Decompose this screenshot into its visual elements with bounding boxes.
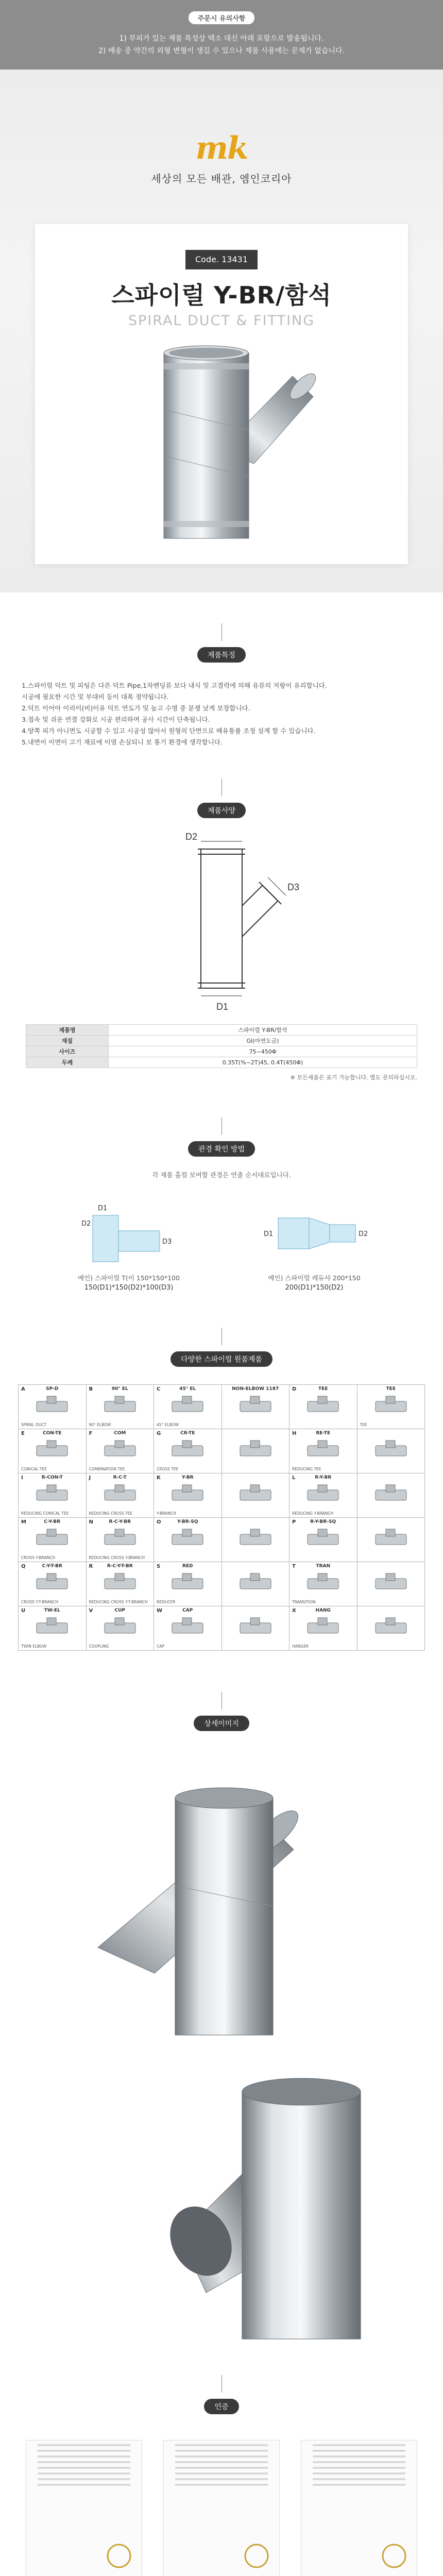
fitting-name: REDUCER xyxy=(157,1600,176,1604)
fitting-icon xyxy=(227,1483,284,1507)
fitting-letter: K xyxy=(157,1475,161,1481)
spec-value: 0.35T(%~2T)45, 0.4T(450Φ) xyxy=(109,1057,417,1068)
fitting-icon xyxy=(363,1616,419,1640)
fitting-letter: P xyxy=(292,1519,296,1525)
fittings-grid xyxy=(18,1384,425,1651)
fitting-cell xyxy=(289,1562,357,1606)
fitting-name: 90° ELBOW xyxy=(89,1422,111,1427)
certificate-lines xyxy=(301,2444,417,2486)
fitting-cell xyxy=(87,1518,155,1562)
fitting-name: TEE xyxy=(360,1422,367,1427)
product-subtitle: SPIRAL DUCT & FITTING xyxy=(128,313,315,329)
product-title: 스파이럴 Y-BR/함석 xyxy=(111,281,332,309)
fitting-code: CUP xyxy=(114,1608,125,1613)
product-card xyxy=(35,224,408,564)
label-d2: D2 xyxy=(185,832,198,842)
spec-value: 75~450Φ xyxy=(109,1046,417,1057)
specs-heading xyxy=(0,769,443,818)
detail-photos xyxy=(0,1731,443,2360)
fitting-code: 45° EL xyxy=(179,1386,196,1392)
fitting-letter: U xyxy=(21,1608,26,1614)
notice-line-2: 2) 배송 중 약간의 외형 변형이 생길 수 있으나 제품 사용에는 문제가 없습니다. xyxy=(98,47,345,55)
svg-text:D1: D1 xyxy=(98,1205,108,1212)
fitting-cell xyxy=(19,1562,87,1606)
fitting-letter: X xyxy=(292,1608,296,1614)
fitting-letter: A xyxy=(21,1386,25,1392)
svg-text:D2: D2 xyxy=(81,1220,91,1228)
fitting-name: SPIRAL DUCT xyxy=(21,1422,47,1427)
feature-line: 1.스파이럴 덕트 및 피팅은 다른 덕트 Pipe,1차밴딩류 보다 내식 및 고결력에 의해 유류의 저항이 유리합니다. xyxy=(22,682,327,689)
fitting-cell xyxy=(222,1606,290,1651)
fitting-cell xyxy=(357,1562,425,1606)
fitting-icon xyxy=(295,1438,351,1463)
fitting-icon xyxy=(295,1571,351,1596)
spec-row xyxy=(26,1057,417,1068)
tee-diagram xyxy=(77,1195,180,1267)
seal-icon xyxy=(241,2540,272,2571)
size-example-dims: 150(D1)*150(D2)*100(D3) xyxy=(84,1284,174,1292)
fitting-icon xyxy=(227,1616,284,1640)
fitting-cell xyxy=(154,1518,222,1562)
fittings-heading xyxy=(0,1292,443,1367)
fitting-icon xyxy=(159,1483,216,1507)
fitting-icon xyxy=(92,1483,148,1507)
fitting-icon xyxy=(24,1571,80,1596)
hero-section xyxy=(0,70,443,592)
fitting-cell xyxy=(154,1385,222,1429)
fitting-name: CROSS Y-BRANCH xyxy=(21,1555,56,1560)
detail-images xyxy=(0,1731,443,2360)
fitting-icon xyxy=(159,1438,216,1463)
fitting-icon xyxy=(159,1394,216,1419)
fitting-icon xyxy=(227,1527,284,1552)
fitting-code: Y-BR-SQ xyxy=(177,1519,198,1524)
spec-key: 사이즈 xyxy=(26,1046,109,1057)
fitting-letter: T xyxy=(292,1564,296,1569)
reducer-diagram xyxy=(258,1195,371,1267)
fitting-letter: V xyxy=(89,1608,93,1614)
fitting-cell xyxy=(19,1518,87,1562)
fitting-code: HANG xyxy=(315,1608,331,1613)
fitting-letter: S xyxy=(157,1564,161,1569)
fitting-letter: Q xyxy=(21,1564,26,1569)
fitting-letter: C xyxy=(157,1386,161,1392)
spec-value: GI(아연도금) xyxy=(109,1036,417,1046)
fitting-letter: L xyxy=(292,1475,296,1481)
y-branch-drawing xyxy=(0,818,443,1024)
fitting-name: REDUCING CONICAL TEE xyxy=(21,1511,69,1516)
brand-slogan: 세상의 모든 배관, 엠인코리아 xyxy=(151,173,292,185)
fitting-icon xyxy=(159,1527,216,1552)
fitting-letter: F xyxy=(89,1431,93,1436)
fitting-icon xyxy=(227,1438,284,1463)
specs-pill: 제품사양 xyxy=(197,803,246,818)
size-example-dims: 200(D1)*150(D2) xyxy=(285,1284,344,1292)
seal-icon xyxy=(104,2540,134,2571)
fitting-cell xyxy=(222,1562,290,1606)
fitting-cell xyxy=(87,1562,155,1606)
spec-row xyxy=(26,1046,417,1057)
fitting-name: CROSS Y-T-BRANCH xyxy=(21,1600,58,1604)
fitting-cell xyxy=(289,1385,357,1429)
feature-line: 3.접속 및 쉬운 연결 강화로 시공 편리하며 공사 시간이 단축됩니다. xyxy=(22,716,210,723)
certificate-card xyxy=(153,2440,291,2576)
fitting-letter: D xyxy=(292,1386,297,1392)
fitting-icon xyxy=(363,1527,419,1552)
fittings-pill: 다양한 스파이럴 원품제품 xyxy=(171,1351,272,1367)
fitting-code: 90° EL xyxy=(111,1386,128,1392)
fitting-cell xyxy=(222,1473,290,1518)
fitting-cell xyxy=(357,1429,425,1473)
fitting-code: CR-TE xyxy=(180,1431,195,1436)
certificate-image xyxy=(163,2440,280,2576)
fitting-code: TRAN xyxy=(316,1564,331,1569)
fitting-cell xyxy=(357,1518,425,1562)
certificate-image xyxy=(26,2440,142,2576)
fitting-letter: E xyxy=(21,1431,25,1436)
fitting-letter: O xyxy=(157,1519,161,1525)
size-example-reducer xyxy=(245,1195,384,1292)
certs-heading xyxy=(0,2360,443,2414)
feature-line: 5.내면이 이면이 고기 재료에 이열 손실되니 보 통기 환경에 생각합니다. xyxy=(22,738,223,746)
fitting-name: CROSS TEE xyxy=(157,1467,179,1471)
fitting-icon xyxy=(363,1571,419,1596)
order-notice xyxy=(0,0,443,70)
svg-text:D2: D2 xyxy=(359,1230,368,1238)
fitting-name: TRANSITION xyxy=(292,1600,316,1604)
certificate-lines xyxy=(26,2444,142,2486)
fitting-cell xyxy=(289,1606,357,1651)
fitting-cell xyxy=(222,1429,290,1473)
notice-line-1: 1) 부피가 있는 제품 특성상 택소 대신 아래 포함으로 발송됩니다. xyxy=(119,35,324,43)
fitting-letter: J xyxy=(89,1475,91,1481)
fitting-code: TEE xyxy=(386,1386,396,1392)
size-desc: 각 제품 홀컬 보여할 관경은 연출 순서대로입니다. xyxy=(152,1171,291,1179)
fitting-name: COUPLING xyxy=(89,1644,109,1649)
fitting-icon xyxy=(295,1527,351,1552)
certificates xyxy=(0,2419,443,2576)
fitting-icon xyxy=(24,1438,80,1463)
fitting-icon xyxy=(159,1616,216,1640)
size-example-caption: 예인) 스파이럴 T(이 150*150*100 xyxy=(78,1274,180,1282)
fitting-name: REDUCING CROSS Y-BRANCH xyxy=(89,1555,145,1560)
features-list xyxy=(0,663,443,769)
fitting-code: NON-ELBOW 1187 xyxy=(232,1386,279,1392)
fitting-icon xyxy=(92,1616,148,1640)
fitting-cell xyxy=(222,1385,290,1429)
feature-line: 2.덕트 이어아 이리이(비)이유 덕트 연도가 및 높고 수명 중 분쟁 낮게 보장합니다. xyxy=(22,704,250,712)
fitting-icon xyxy=(92,1394,148,1419)
fitting-code: R-C-T xyxy=(113,1475,127,1480)
fitting-cell xyxy=(289,1429,357,1473)
feature-line: 시공에 필요한 시간 및 부대비 등이 대폭 절약됩니다. xyxy=(22,693,169,701)
fitting-name: CAP xyxy=(157,1644,164,1649)
spec-key: 제품명 xyxy=(26,1025,109,1036)
fitting-cell xyxy=(87,1606,155,1651)
brand-logo xyxy=(0,130,443,166)
fitting-cell xyxy=(19,1473,87,1518)
fitting-letter: M xyxy=(21,1519,26,1525)
fitting-cell xyxy=(19,1606,87,1651)
fitting-code: TW-EL xyxy=(44,1608,60,1613)
fitting-name: COMBINATION TEE xyxy=(89,1467,125,1471)
certificate-lines xyxy=(164,2444,279,2486)
fitting-cell xyxy=(19,1385,87,1429)
fitting-cell xyxy=(222,1518,290,1562)
fitting-cell xyxy=(154,1562,222,1606)
size-example-tee xyxy=(59,1195,198,1292)
fitting-icon xyxy=(92,1571,148,1596)
fitting-code: CON-TE xyxy=(43,1431,62,1436)
fitting-icon xyxy=(92,1527,148,1552)
fitting-name: REDUCING TEE xyxy=(292,1467,321,1471)
features-pill: 제품특징 xyxy=(197,647,246,663)
fitting-code: SP-D xyxy=(46,1386,59,1392)
fitting-icon xyxy=(159,1571,216,1596)
fitting-icon xyxy=(295,1394,351,1419)
fitting-name: TWIN ELBOW xyxy=(21,1644,47,1649)
fitting-letter: R xyxy=(89,1564,93,1569)
fitting-code: C-Y-BR xyxy=(44,1519,61,1524)
fitting-code: RE-TE xyxy=(316,1431,331,1436)
feature-line: 4.양쪽 피가 아니면도 시공할 수 있고 시공성 많아서 원형의 단면으로 배유통률 조정 설계 할 수 있습니다. xyxy=(22,727,316,735)
fitting-cell xyxy=(289,1473,357,1518)
fitting-name: 45° ELBOW xyxy=(157,1422,179,1427)
label-d3: D3 xyxy=(287,882,300,892)
spec-note: ※ 모든제품은 표기 가능합니다. 별도 문의하십시오. xyxy=(290,1074,417,1081)
fitting-letter: H xyxy=(292,1431,297,1436)
fitting-code: R-Y-BR xyxy=(315,1475,332,1480)
fitting-icon xyxy=(295,1483,351,1507)
seal-icon xyxy=(379,2540,410,2571)
label-d1: D1 xyxy=(216,1002,229,1012)
fitting-icon xyxy=(24,1616,80,1640)
size-example-caption: 예인) 스파이럴 레듀샤 200*150 xyxy=(268,1274,361,1282)
fitting-letter: W xyxy=(157,1608,163,1614)
logo-mark: mk xyxy=(195,130,248,166)
fitting-cell xyxy=(289,1518,357,1562)
fitting-letter: G xyxy=(157,1431,161,1436)
fitting-icon xyxy=(227,1394,284,1419)
certs-pill: 인증 xyxy=(204,2399,238,2414)
fitting-code: C-Y-T-BR xyxy=(42,1564,62,1569)
certificate-card xyxy=(15,2440,153,2576)
spec-key: 재질 xyxy=(26,1036,109,1046)
fitting-name: Y-BRANCH xyxy=(157,1511,176,1516)
fitting-code: COM xyxy=(114,1431,126,1436)
size-heading xyxy=(0,1081,443,1157)
fitting-cell xyxy=(87,1473,155,1518)
fitting-cell xyxy=(19,1429,87,1473)
fitting-icon xyxy=(24,1527,80,1552)
fitting-cell xyxy=(87,1429,155,1473)
fitting-icon xyxy=(24,1483,80,1507)
detail-heading xyxy=(0,1651,443,1731)
fitting-icon xyxy=(24,1394,80,1419)
size-pill: 관경 확인 방법 xyxy=(188,1141,255,1157)
fitting-icon xyxy=(227,1571,284,1596)
fitting-letter: B xyxy=(89,1386,93,1392)
fitting-code: RED xyxy=(182,1564,193,1569)
fitting-cell xyxy=(357,1385,425,1429)
fitting-letter: N xyxy=(89,1519,93,1525)
fitting-cell xyxy=(87,1385,155,1429)
fitting-name: REDUCING CROSS Y-T-BRANCH xyxy=(89,1600,148,1604)
svg-text:D3: D3 xyxy=(162,1238,172,1246)
fitting-code: R-C-Y-BR xyxy=(109,1519,131,1524)
spec-drawing xyxy=(0,818,443,1024)
fitting-icon xyxy=(92,1438,148,1463)
fitting-cell xyxy=(154,1606,222,1651)
spec-row xyxy=(26,1036,417,1046)
fitting-name: REDUCING Y-BRANCH xyxy=(292,1511,334,1516)
fitting-cell xyxy=(357,1606,425,1651)
fitting-name: HANGER xyxy=(292,1644,309,1649)
fitting-cell xyxy=(154,1429,222,1473)
fitting-code: CAP xyxy=(182,1608,193,1613)
svg-text:D1: D1 xyxy=(264,1230,274,1238)
detail-pill: 상세이미지 xyxy=(194,1716,249,1731)
fitting-code: R-CON-T xyxy=(41,1475,63,1480)
fitting-code: R-C-Y-T-BR xyxy=(107,1564,133,1569)
features-heading xyxy=(0,592,443,663)
spec-table xyxy=(26,1024,417,1068)
fitting-icon xyxy=(295,1616,351,1640)
fitting-icon xyxy=(363,1394,419,1419)
spec-value: 스파이럴 Y-BR/함석 xyxy=(109,1025,417,1036)
fitting-icon xyxy=(363,1438,419,1463)
size-examples xyxy=(0,1195,443,1292)
fitting-name: REDUCING CROSS TEE xyxy=(89,1511,133,1516)
spec-key: 두께 xyxy=(26,1057,109,1068)
fitting-letter: I xyxy=(21,1475,23,1481)
product-hero-image xyxy=(35,224,408,564)
fitting-icon xyxy=(363,1483,419,1507)
notice-title: 주문시 유의사항 xyxy=(189,11,254,24)
fitting-cell xyxy=(357,1473,425,1518)
fitting-code: TEE xyxy=(318,1386,328,1392)
certificate-image xyxy=(301,2440,417,2576)
fitting-code: R-Y-BR-SQ xyxy=(310,1519,336,1524)
fitting-name: CONICAL TEE xyxy=(21,1467,47,1471)
certificate-card xyxy=(290,2440,428,2576)
fitting-code: Y-BR xyxy=(181,1475,194,1480)
fitting-cell xyxy=(154,1473,222,1518)
spec-row xyxy=(26,1025,417,1036)
product-code-badge: Code. 13431 xyxy=(185,250,258,269)
